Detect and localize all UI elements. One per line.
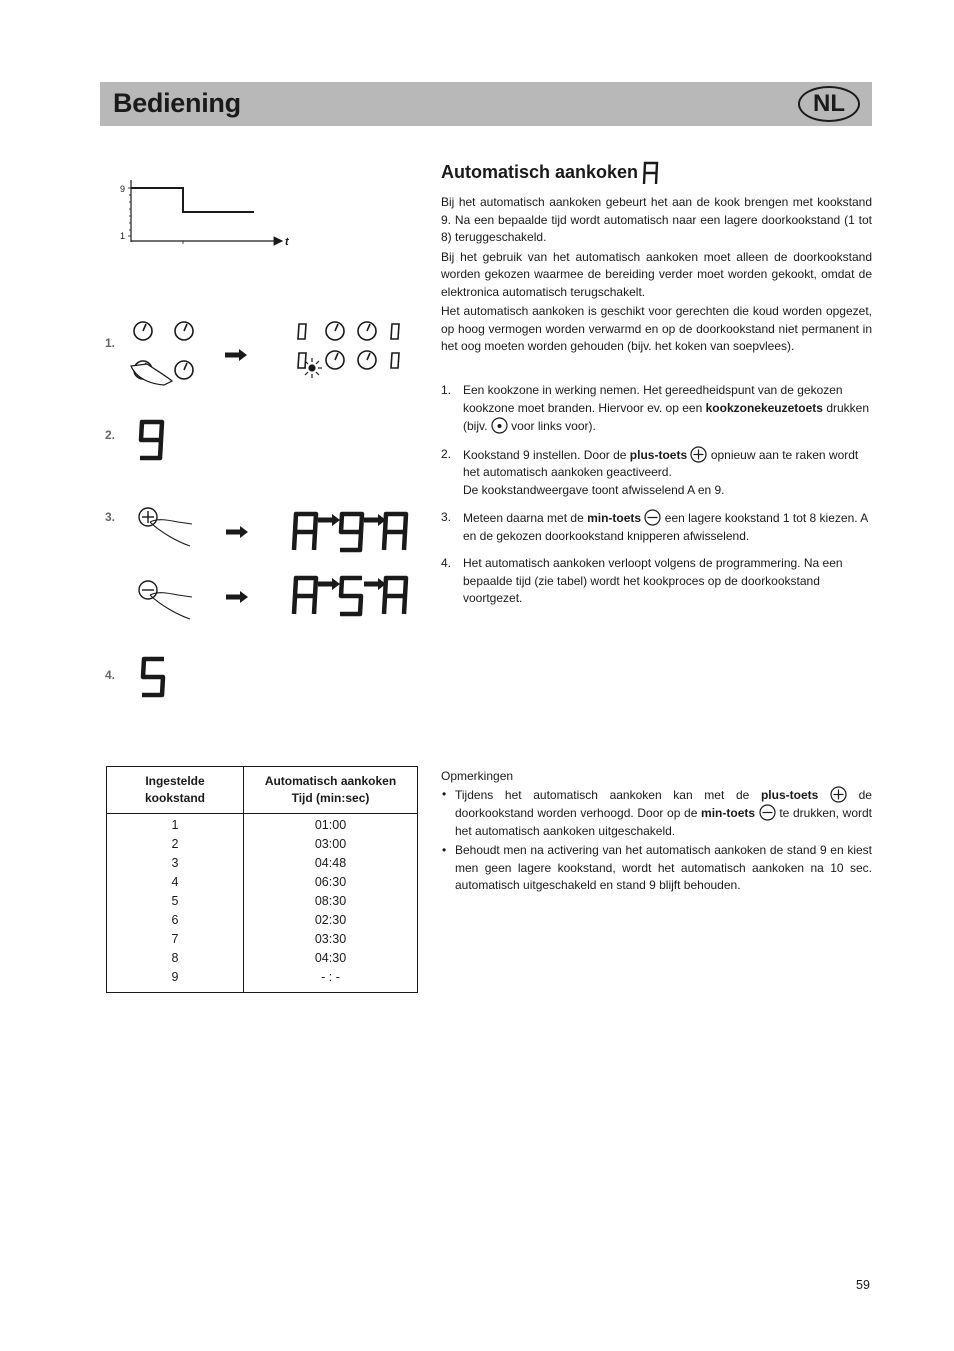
- paragraph: Het automatisch aankoken is geschikt voor gerechten die koud worden opgezet, op hoog vermogen worden verwarmd en op de doorkookstand niet permanent in het oog moeten worden gehouden (bijv. het koken van soepvlees).: [441, 304, 872, 353]
- dial-icon: [358, 351, 376, 369]
- illustration-panel: [0, 0, 440, 720]
- display-letter-a: [384, 514, 406, 550]
- minus-key-icon: [644, 509, 661, 526]
- table-row: 5 08:30: [107, 892, 418, 911]
- step-label: 4.: [105, 668, 116, 682]
- zone-select-key-icon: [491, 417, 508, 434]
- notes-section: [441, 768, 872, 897]
- intro-text: [441, 194, 872, 358]
- arrow-right-icon: [318, 578, 340, 590]
- list-item: 4. Het automatisch aankoken verloopt volgens de programmering. Na een bepaalde tijd (zie tabel) wordt het kookproces op de doorkookstand voortgezet.: [441, 556, 843, 605]
- list-item: • Behoudt men na activering van het automatisch aankoken de stand 9 en kiest men geen lagere kookstand, wordt het automatisch aankoken na 10 sec. automatisch uitgeschakeld en stand 9 blijft behouden.: [442, 843, 872, 892]
- step-time-graph: [120, 180, 290, 248]
- table-header: Ingestelde kookstand: [107, 767, 244, 814]
- notes-title: Opmerkingen: [441, 769, 514, 783]
- display-zero-icon: [298, 353, 306, 368]
- display-letter-a-icon: [642, 160, 660, 186]
- language-badge: NL: [798, 86, 860, 122]
- page-title: Bediening: [113, 88, 241, 118]
- finger-icon: [150, 593, 192, 619]
- arrow-right-icon: [226, 591, 248, 603]
- table-row: 9 - : -: [107, 968, 418, 993]
- table-row: 2 03:00: [107, 835, 418, 854]
- page-number: 59: [856, 1278, 870, 1292]
- table-row: 1 01:00: [107, 814, 418, 836]
- table-header: Automatisch aankoken Tijd (min:sec): [244, 767, 418, 814]
- list-item: • Tijdens het automatisch aankoken kan met de plus-toets de doorkookstand worden verhoogd. Door op de min-toets te drukken, wordt het automatisch aankoken uitgeschakeld.: [442, 786, 873, 838]
- steps-list: [441, 382, 872, 618]
- minus-key-icon: [759, 804, 776, 821]
- display-zero-icon: [298, 324, 306, 339]
- dial-icon: [175, 322, 193, 340]
- dial-icon: [134, 322, 152, 340]
- arrow-right-icon: [364, 578, 386, 590]
- display-digit-9: [340, 514, 362, 550]
- list-item: 1. Een kookzone in werking nemen. Het gereedheidspunt van de gekozen kookzone moet branden. Hiervoor ev. op een kookzonekeuzetoets drukken (bijv. voor links voor).: [441, 383, 870, 433]
- display-digit-5: [340, 578, 362, 614]
- list-item: 2. Kookstand 9 instellen. Door de plus-toets opnieuw aan te raken wordt het automatisch aankoken geactiveerd. De kookstandweergave toont afwisselend A en 9.: [441, 446, 859, 497]
- display-zero-icon: [391, 353, 399, 368]
- table-row: 4 06:30: [107, 873, 418, 892]
- step1-illustration: [131, 322, 399, 385]
- dial-icon: [326, 351, 344, 369]
- arrow-right-icon: [226, 526, 248, 538]
- step-label: 3.: [105, 510, 116, 524]
- blinking-icon: [302, 358, 322, 378]
- section-title: Automatisch aankoken: [441, 160, 660, 186]
- step-label: 2.: [105, 428, 116, 442]
- dial-icon: [326, 322, 344, 340]
- arrow-right-icon: [318, 514, 340, 526]
- dial-icon: [358, 322, 376, 340]
- list-item: 3. Meteen daarna met de min-toets een lagere kookstand 1 tot 8 kiezen. A en de gekozen doorkookstand knipperen afwisselend.: [441, 510, 868, 543]
- arrow-right-icon: [225, 349, 247, 361]
- plus-key-icon: [830, 786, 847, 803]
- arrow-right-icon: [364, 514, 386, 526]
- dial-icon: [175, 361, 193, 379]
- plus-key-icon: [690, 446, 707, 463]
- paragraph: Bij het automatisch aankoken gebeurt het aan de kook brengen met kookstand 9. Na een bepaalde tijd wordt automatisch naar een lagere doorkookstand (1 tot 8) teruggeschakeld.: [441, 195, 872, 244]
- step-label: 1.: [105, 336, 116, 350]
- finger-icon: [131, 364, 172, 385]
- graph-y-top-label: 9: [120, 184, 126, 194]
- step3-illustration: [139, 508, 406, 619]
- display-digit-9: [140, 422, 162, 458]
- minus-key-icon: [139, 581, 157, 599]
- table-row: 3 04:48: [107, 854, 418, 873]
- display-letter-a: [294, 578, 316, 614]
- graph-y-bottom-label: 1: [120, 231, 126, 241]
- display-zero-icon: [391, 324, 399, 339]
- cooking-time-table: [106, 766, 418, 993]
- graph-x-label: t: [285, 236, 289, 248]
- table-row: 7 03:30: [107, 930, 418, 949]
- display-digit-5: [142, 659, 164, 695]
- display-letter-a: [294, 514, 316, 550]
- paragraph: Bij het gebruik van het automatisch aankoken moet alleen de doorkookstand worden gekozen waarmee de bereiding verder moet worden gekookt, omdat de elektronica automatisch terugschakelt.: [441, 249, 872, 299]
- finger-icon: [150, 520, 192, 546]
- table-row: 6 02:30: [107, 911, 418, 930]
- plus-key-icon: [139, 508, 157, 526]
- table-header-row: [107, 767, 418, 814]
- table-row: 8 04:30: [107, 949, 418, 968]
- display-letter-a: [384, 578, 406, 614]
